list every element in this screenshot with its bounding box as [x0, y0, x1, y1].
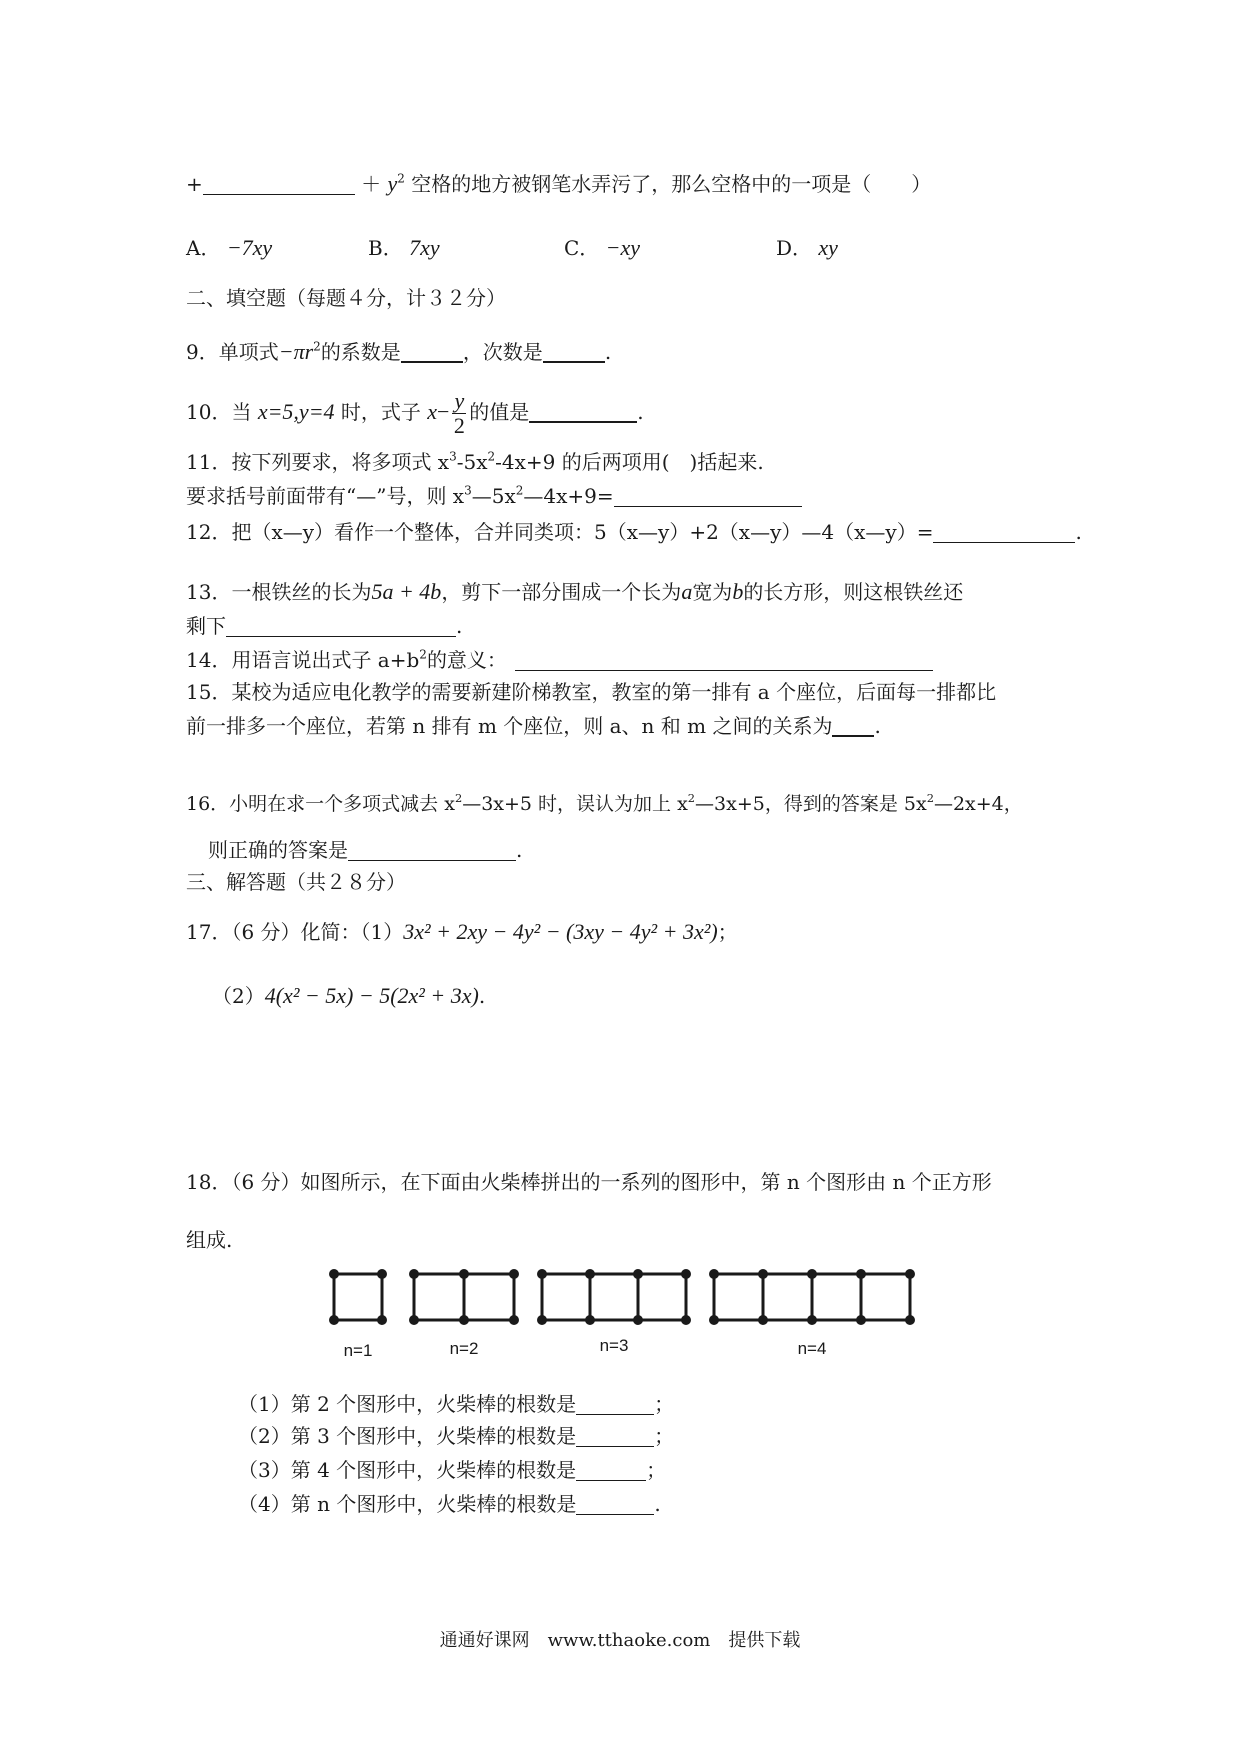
var-a: a [681, 579, 693, 604]
choice-label: D． [776, 236, 813, 260]
question-13-line1 [186, 578, 963, 606]
q9-mid2: ，次数是 [462, 340, 543, 364]
matchstick-figure [324, 1262, 944, 1362]
q12-text: 12．把（x—y）看作一个整体，合并同类项：5（x—y）+2（x—y）—4（x—y）= [186, 520, 934, 544]
q16-text-a: 16．小明在求一个多项式减去 x [186, 793, 455, 815]
period: . [874, 714, 881, 738]
period: . [516, 838, 523, 862]
q10-condition: x=5,y=4 [257, 399, 335, 424]
figure-n3 [539, 1271, 690, 1324]
q18-sub-text: （1）第 2 个图形中，火柴棒的根数是 [238, 1392, 577, 1416]
q14-text-a: 14．用语言说出式子 a+b [186, 648, 420, 672]
q15-blank[interactable] [832, 715, 874, 737]
q16-text-c: —3x+5，得到的答案是 5x [695, 793, 927, 815]
plus-sign-2: ＋ [361, 172, 382, 196]
punctuation: ； [654, 1424, 675, 1448]
figure-label-n3: n=3 [599, 1336, 629, 1355]
choice-label: C． [564, 236, 600, 260]
q16-text-b: —3x+5 时，误认为加上 x [462, 793, 688, 815]
q11-blank[interactable] [614, 486, 802, 507]
plus-sign: + [186, 172, 203, 196]
q16-text-d: —2x+4， [933, 793, 1023, 815]
q11-text-b: -5x [456, 450, 488, 474]
q9-expr: −πr [278, 339, 314, 364]
period: . [1075, 520, 1082, 544]
q16-blank[interactable] [348, 840, 516, 861]
q18-sub-text: （2）第 3 个图形中，火柴棒的根数是 [238, 1424, 577, 1448]
question-13-line2 [186, 612, 462, 640]
q13-text-d: 的长方形，则这根铁丝还 [743, 580, 964, 604]
figure-n1 [331, 1271, 386, 1324]
semicolon: ； [717, 920, 738, 944]
q15-text: 前一排多一个座位，若第 n 排有 m 个座位，则 a、n 和 m 之间的关系为 [186, 714, 833, 738]
q8-tail [186, 170, 931, 198]
q18-sub-blank[interactable] [576, 1494, 654, 1515]
period: . [604, 340, 612, 364]
q18-sub-1 [238, 1390, 674, 1418]
q11-text-c: -4x+9 的后两项用( )括起来. [495, 450, 764, 474]
choice-value: −7xy [226, 235, 273, 260]
q17-expr1: 3x² + 2xy − 4y² − (3xy − 4y² + 3x²) [403, 919, 718, 944]
q13-expr: 5a + 4b [371, 579, 442, 604]
choice-c[interactable] [564, 234, 640, 262]
period: . [478, 984, 486, 1008]
q18-sub-text: （4）第 n 个图形中，火柴棒的根数是 [238, 1492, 577, 1516]
var-b: b [732, 579, 744, 604]
q10-prefix: 10．当 [186, 400, 252, 424]
question-16-line1 [186, 790, 1023, 818]
var-y: y [387, 171, 398, 196]
q8-blank[interactable] [203, 174, 355, 195]
q18-sub-blank[interactable] [576, 1460, 646, 1481]
section3-title: 三、解答题（共２８分） [186, 870, 406, 894]
question-17-part2 [212, 982, 485, 1010]
q11-text-a: 11．按下列要求，将多项式 x [186, 450, 450, 474]
question-10 [186, 384, 644, 440]
q14-blank[interactable] [515, 650, 933, 671]
choice-value: xy [818, 235, 838, 260]
punctuation: ； [646, 1458, 667, 1482]
q17-prefix: 17．（6 分）化简：（1） [186, 920, 404, 944]
figure-label-n1: n=1 [343, 1341, 373, 1360]
question-14 [186, 646, 933, 674]
q18-sub-blank[interactable] [576, 1394, 654, 1415]
period: . [456, 614, 463, 638]
question-18-line1: 18．（6 分）如图所示，在下面由火柴棒拼出的一系列的图形中，第 n 个图形由 n 个正方形 [186, 1170, 992, 1194]
exponent: 3 [449, 449, 457, 464]
question-15-line1: 15．某校为适应电化教学的需要新建阶梯教室，教室的第一排有 a 个座位，后面每一排都比 [186, 680, 997, 704]
fraction [452, 389, 466, 438]
exponent: 2 [397, 171, 405, 186]
exponent: 2 [313, 339, 321, 354]
q14-text-b: 的意义： [426, 648, 507, 672]
exponent: 2 [926, 791, 934, 806]
fraction-denominator: 2 [453, 413, 465, 438]
exponent: 2 [515, 483, 524, 498]
q9-prefix: 9．单项式 [186, 340, 279, 364]
q18-sub-blank[interactable] [576, 1426, 654, 1447]
exponent: 2 [487, 449, 496, 464]
q18-sub-4 [238, 1490, 661, 1518]
choice-value: −xy [605, 235, 641, 260]
q17-prefix2: （2） [212, 984, 265, 1008]
q10-tail: 的值是 [469, 400, 530, 424]
q13-text-b: ，剪下一部分围成一个长为 [441, 580, 682, 604]
figure-n2 [411, 1271, 518, 1324]
exponent: 3 [464, 483, 472, 498]
question-17-part1 [186, 918, 738, 946]
choice-label: A． [186, 236, 221, 260]
q8-text: 空格的地方被钢笔水弄污了，那么空格中的一项是（ ） [411, 172, 932, 196]
figure-label-n4: n=4 [797, 1339, 827, 1358]
q10-blank[interactable] [529, 401, 637, 423]
q13-blank[interactable] [226, 616, 456, 637]
question-11-line2 [186, 482, 802, 510]
figure-label-n2: n=2 [449, 1339, 479, 1358]
question-12 [186, 518, 1082, 546]
q9-blank-2[interactable] [543, 341, 605, 363]
exponent: 2 [454, 791, 463, 806]
q13-text-c: 宽为 [692, 580, 733, 604]
punctuation: . [654, 1492, 661, 1516]
q18-sub-text: （3）第 4 个图形中，火柴棒的根数是 [238, 1458, 577, 1482]
question-16-line2 [208, 836, 522, 864]
minus-sign: − [437, 399, 450, 424]
q18-sub-2 [238, 1422, 674, 1450]
q9-blank-1[interactable] [401, 341, 463, 363]
q16-line2: 则正确的答案是 [208, 838, 348, 862]
page-footer: 通通好课网 www.tthaoke.com 提供下载 [439, 1630, 801, 1651]
q17-expr2: 4(x² − 5x) − 5(2x² + 3x) [264, 983, 479, 1008]
choice-a[interactable] [186, 234, 272, 262]
q9-mid: 的系数是 [320, 340, 401, 364]
choice-d[interactable] [776, 234, 838, 262]
q11-text-a: 要求括号前面带有“—”号，则 x [186, 484, 465, 508]
exponent: 2 [687, 791, 696, 806]
punctuation: ； [654, 1392, 675, 1416]
q10-mid: 时，式子 [340, 400, 421, 424]
period: . [637, 400, 644, 424]
q11-text-b: —5x [471, 484, 516, 508]
q12-blank[interactable] [933, 522, 1075, 543]
var-x: x [427, 399, 438, 424]
q13-text-a: 13．一根铁丝的长为 [186, 580, 372, 604]
question-9 [186, 338, 611, 366]
q13-line2: 剩下 [186, 614, 226, 638]
question-18-line2: 组成. [186, 1228, 233, 1252]
question-15-line2 [186, 712, 881, 740]
q11-text-c: —4x+9= [523, 484, 614, 508]
exponent: 2 [419, 647, 427, 662]
figure-n4 [711, 1271, 914, 1324]
choice-value: 7xy [409, 235, 440, 260]
choice-label: B． [368, 236, 403, 260]
question-11-line1 [186, 448, 764, 476]
section2-title: 二、填空题（每题４分，计３２分） [186, 286, 506, 310]
fraction-numerator: y [454, 388, 465, 413]
q18-sub-3 [238, 1456, 666, 1484]
choice-b[interactable] [368, 234, 440, 262]
